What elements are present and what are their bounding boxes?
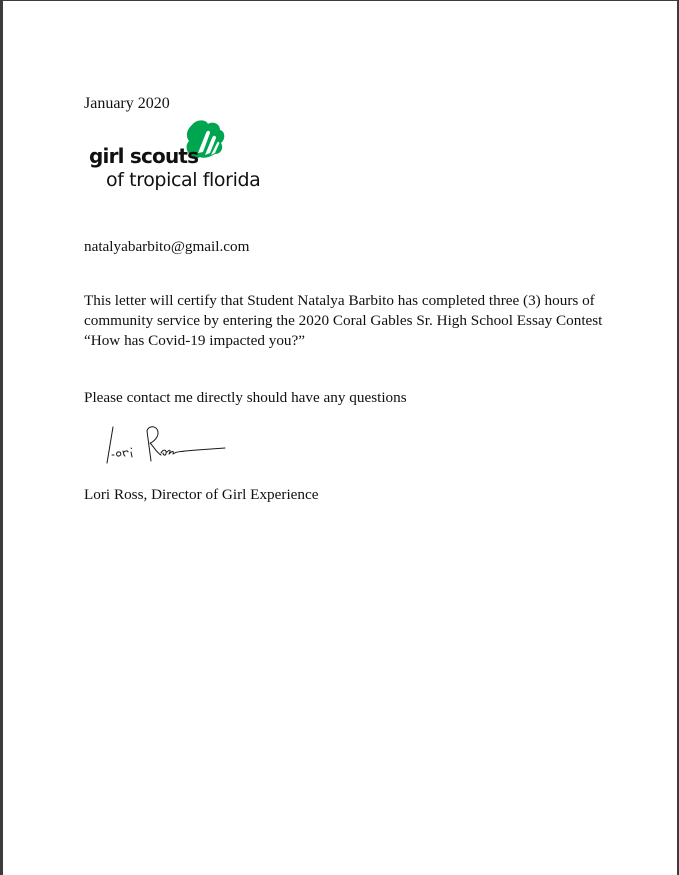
- logo-text-girl-scouts: girl scouts: [89, 144, 199, 168]
- signer-name-title: Lori Ross, Director of Girl Experience: [84, 486, 319, 503]
- contact-line: Please contact me directly should have any questions: [84, 389, 407, 406]
- signature-icon: [101, 419, 231, 469]
- girl-scouts-logo: [89, 119, 289, 197]
- letter-date: January 2020: [84, 95, 170, 112]
- certification-paragraph: This letter will certify that Student Natalya Barbito has completed three (3) hours of community service by entering the 2020 Coral Gables Sr. High School Essay Contest “How has Covid-19 impacted you?”: [84, 292, 603, 349]
- logo-text-of-tropical-florida: of tropical florida: [106, 169, 261, 191]
- recipient-email: natalyabarbito@gmail.com: [84, 238, 250, 255]
